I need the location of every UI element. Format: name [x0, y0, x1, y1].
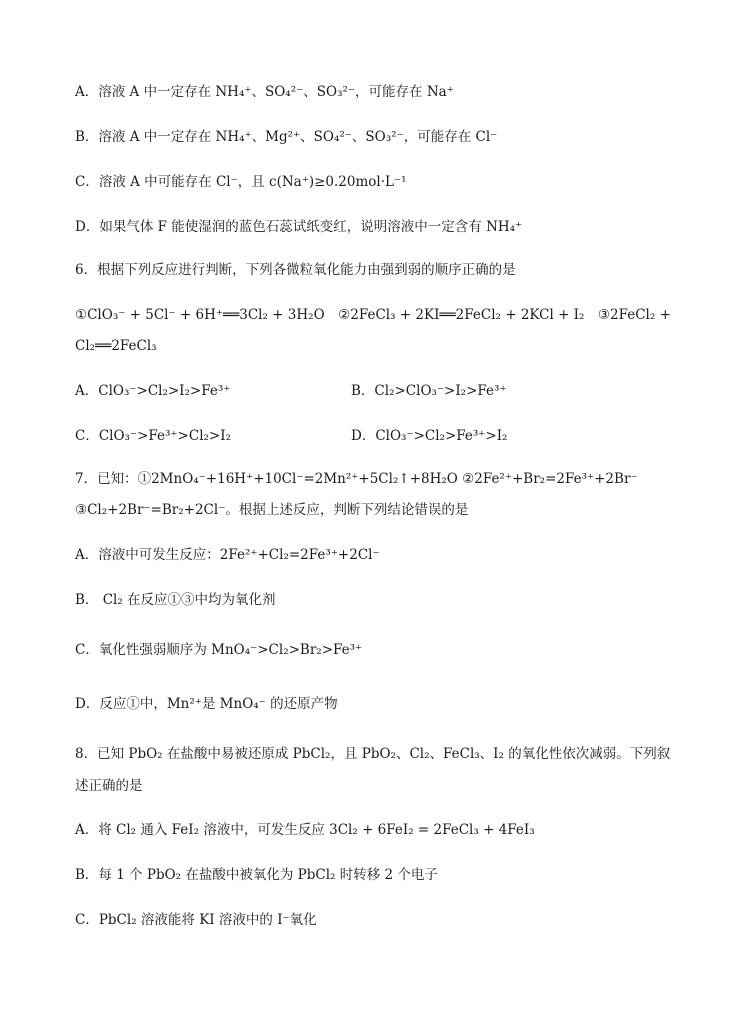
q5-option-b: B．溶液 A 中一定存在 NH₄⁺、Mg²⁺、SO₄²⁻、SO₃²⁻，可能存在 Cl⁻ — [75, 129, 498, 145]
q5-option-c: C．溶液 A 中可能存在 Cl⁻，且 c(Na⁺)≥0.20mol·L⁻¹ — [75, 174, 407, 190]
q7-stem: 7．已知：①2MnO₄⁻+16H⁺+10Cl⁻=2Mn²⁺+5Cl₂↑+8H₂O ②2Fe²⁺+Br₂=2Fe³⁺+2Br⁻ — [75, 471, 638, 487]
q6-option-c: C．ClO₃⁻>Fe³⁺>Cl₂>I₂ — [75, 428, 231, 444]
q6-reactions: ①ClO₃⁻ + 5Cl⁻ + 6H⁺══3Cl₂ + 3H₂O ②2FeCl₃ + 2KI══2FeCl₂ + 2KCl + I₂ ③2FeCl₂ + — [75, 307, 671, 323]
q6-option-d: D．ClO₃⁻>Cl₂>Fe³⁺>I₂ — [351, 428, 508, 444]
q5-option-a: A．溶液 A 中一定存在 NH₄⁺、SO₄²⁻、SO₃²⁻，可能存在 Na⁺ — [75, 84, 454, 100]
q8-stem: 8．已知 PbO₂ 在盐酸中易被还原成 PbCl₂，且 PbO₂、Cl₂、FeCl₃、I₂ 的氧化性依次减弱。下列叙 — [75, 746, 671, 762]
q7-option-a: A．溶液中可发生反应：2Fe²⁺+Cl₂=2Fe³⁺+2Cl⁻ — [75, 547, 380, 563]
q7-option-c: C．氧化性强弱顺序为 MnO₄⁻>Cl₂>Br₂>Fe³⁺ — [75, 642, 363, 658]
q6-reactions-cont: Cl₂══2FeCl₃ — [75, 338, 157, 354]
q8-stem-cont: 述正确的是 — [75, 778, 143, 794]
q5-option-d: D．如果气体 F 能使湿润的蓝色石蕊试纸变红，说明溶液中一定含有 NH₄⁺ — [75, 219, 523, 235]
q7-stem-cont: ③Cl₂+2Br⁻=Br₂+2Cl⁻。根据上述反应，判断下列结论错误的是 — [75, 502, 469, 518]
q6-option-a: A．ClO₃⁻>Cl₂>I₂>Fe³⁺ — [75, 383, 231, 399]
q8-option-b: B．每 1 个 PbO₂ 在盐酸中被氧化为 PbCl₂ 时转移 2 个电子 — [75, 867, 438, 883]
q7-option-d: D．反应①中，Mn²⁺是 MnO₄⁻ 的还原产物 — [75, 696, 338, 712]
q8-option-c: C．PbCl₂ 溶液能将 KI 溶液中的 I⁻氧化 — [75, 912, 317, 928]
q7-option-b: B． Cl₂ 在反应①③中均为氧化剂 — [75, 592, 276, 608]
q8-option-a: A．将 Cl₂ 通入 FeI₂ 溶液中，可发生反应 3Cl₂ + 6FeI₂ = 2FeCl₃ + 4FeI₃ — [75, 822, 535, 838]
q6-stem: 6．根据下列反应进行判断，下列各微粒氧化能力由强到弱的顺序正确的是 — [75, 262, 516, 278]
q6-option-b: B．Cl₂>ClO₃⁻>I₂>Fe³⁺ — [351, 383, 507, 399]
